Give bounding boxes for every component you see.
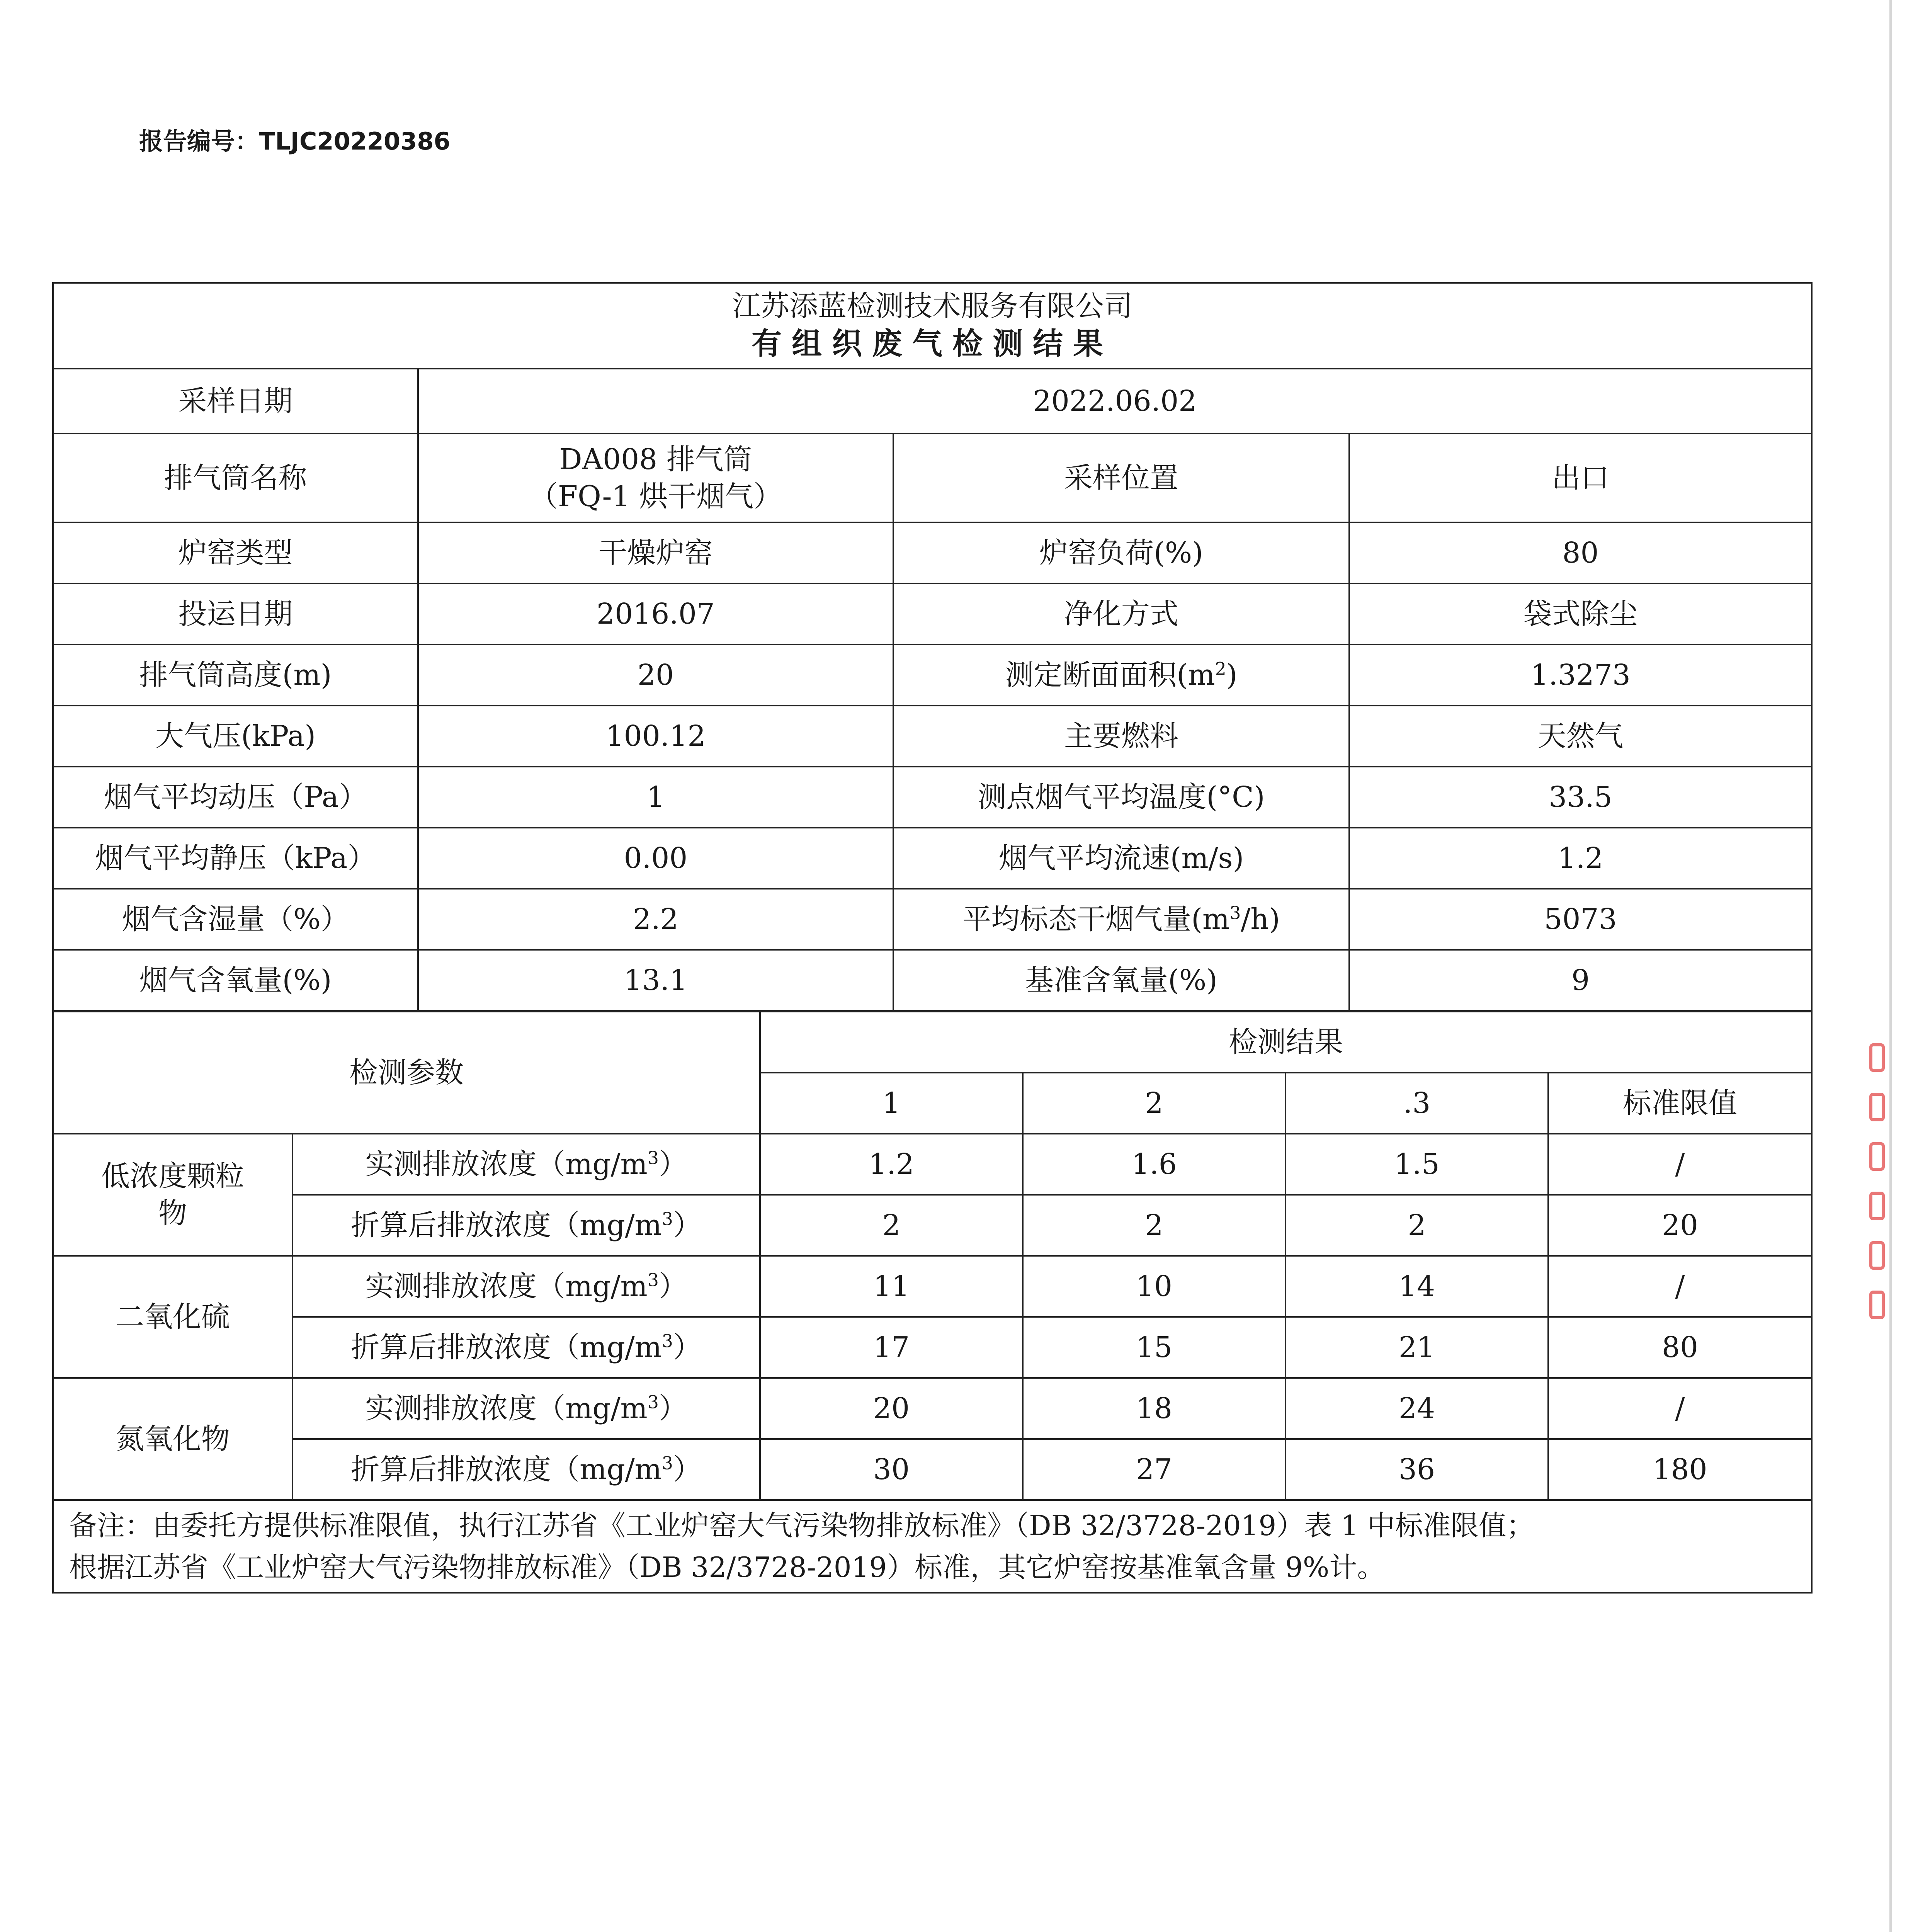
unit-sup: 3	[647, 1147, 659, 1168]
stack-height-value: 20	[418, 645, 893, 706]
label-close: ）	[673, 1208, 702, 1242]
pollutant-name-line1: 低浓度颗粒	[101, 1159, 244, 1193]
kiln-load-value: 80	[1349, 522, 1812, 583]
result-cell: 14	[1285, 1256, 1548, 1317]
report-title: 有组织废气检测结果	[751, 327, 1113, 362]
section-area-label	[893, 645, 1349, 706]
result-cell: 24	[1285, 1378, 1548, 1439]
table-row	[53, 1439, 1812, 1500]
dynamic-pressure-value: 1	[418, 767, 893, 828]
moisture-label: 烟气含湿量（%）	[53, 889, 418, 950]
dry-flow-label-end: /h)	[1241, 902, 1280, 936]
result-cell: 30	[760, 1439, 1023, 1500]
seal-fragment	[1869, 1291, 1885, 1319]
unit-sup: 3	[661, 1208, 673, 1230]
label-text: 实测排放浓度（mg/m	[365, 1391, 648, 1425]
stack-name-value	[418, 434, 893, 522]
kiln-type-label: 炉窑类型	[53, 522, 418, 583]
atm-pressure-label: 大气压(kPa)	[53, 706, 418, 767]
result-cell: 10	[1023, 1256, 1285, 1317]
table-row	[53, 1256, 1812, 1317]
remarks-note	[53, 1500, 1812, 1593]
limit-header: 标准限值	[1548, 1073, 1812, 1134]
gas-temp-label: 测点烟气平均温度(°C)	[893, 767, 1349, 828]
section-area-label-text: 测定断面面积(m	[1005, 658, 1215, 692]
flow-velocity-value: 1.2	[1349, 828, 1812, 889]
label-text: 折算后排放浓度（mg/m	[351, 1330, 662, 1364]
emission-results-table	[52, 1011, 1813, 1594]
flue-gas-info-table	[52, 282, 1813, 1012]
commission-date-value: 2016.07	[418, 583, 893, 645]
section-area-value: 1.3273	[1349, 645, 1812, 706]
col-2-header: 2	[1023, 1073, 1285, 1134]
stack-name-label: 排气筒名称	[53, 434, 418, 522]
label-close: ）	[658, 1269, 687, 1303]
kiln-load-label: 炉窑负荷(%)	[893, 522, 1349, 583]
measured-label	[292, 1256, 760, 1317]
static-pressure-value: 0.00	[418, 828, 893, 889]
section-area-label-end: )	[1226, 658, 1238, 692]
pollutant-name-line1: 氮氧化物	[116, 1422, 230, 1456]
purification-value: 袋式除尘	[1349, 583, 1812, 645]
seal-fragment	[1869, 1093, 1885, 1121]
result-cell: 15	[1023, 1317, 1285, 1378]
stack-name-line2: （FQ-1 烘干烟气）	[529, 480, 782, 513]
result-cell: 18	[1023, 1378, 1285, 1439]
unit-sup: 3	[647, 1269, 659, 1291]
report-number: 报告编号：TLJC20220386	[139, 127, 451, 155]
limit-cell: /	[1548, 1256, 1812, 1317]
unit-sup: 3	[661, 1330, 673, 1352]
kiln-type-value: 干燥炉窑	[418, 522, 893, 583]
label-text: 实测排放浓度（mg/m	[365, 1269, 648, 1303]
param-header: 检测参数	[53, 1012, 760, 1134]
result-cell: 21	[1285, 1317, 1548, 1378]
result-cell: 17	[760, 1317, 1023, 1378]
fuel-label: 主要燃料	[893, 706, 1349, 767]
pollutant-name-line2: 物	[158, 1197, 187, 1230]
purification-label: 净化方式	[893, 583, 1349, 645]
stack-height-label: 排气筒高度(m)	[53, 645, 418, 706]
table-row	[53, 1195, 1812, 1256]
converted-label	[292, 1439, 760, 1500]
section-area-unit-sup: 2	[1215, 658, 1226, 679]
result-cell: 2	[1023, 1195, 1285, 1256]
label-close: ）	[673, 1452, 702, 1486]
result-cell: 2	[760, 1195, 1023, 1256]
pollutant-name	[53, 1256, 292, 1378]
table-row	[53, 1134, 1812, 1195]
limit-cell: 180	[1548, 1439, 1812, 1500]
label-close: ）	[673, 1330, 702, 1364]
limit-cell: /	[1548, 1134, 1812, 1195]
atm-pressure-value: 100.12	[418, 706, 893, 767]
label-close: ）	[658, 1147, 687, 1181]
dry-flow-label	[893, 889, 1349, 950]
flow-velocity-label: 烟气平均流速(m/s)	[893, 828, 1349, 889]
converted-label	[292, 1195, 760, 1256]
table-title-cell	[53, 283, 1812, 369]
base-oxygen-value: 9	[1349, 950, 1812, 1011]
seal-fragment	[1869, 1142, 1885, 1171]
result-cell: 36	[1285, 1439, 1548, 1500]
base-oxygen-label: 基准含氧量(%)	[893, 950, 1349, 1011]
result-cell: 11	[760, 1256, 1023, 1317]
measured-label	[292, 1378, 760, 1439]
result-cell: 20	[760, 1378, 1023, 1439]
result-header: 检测结果	[760, 1012, 1812, 1073]
result-cell: 2	[1285, 1195, 1548, 1256]
limit-cell: 20	[1548, 1195, 1812, 1256]
dynamic-pressure-label: 烟气平均动压（Pa）	[53, 767, 418, 828]
oxygen-value: 13.1	[418, 950, 893, 1011]
table-row	[53, 1378, 1812, 1439]
dry-flow-value: 5073	[1349, 889, 1812, 950]
pollutant-name	[53, 1378, 292, 1500]
sampling-position-value: 出口	[1349, 434, 1812, 522]
remarks-line2: 根据江苏省《工业炉窑大气污染物排放标准》（DB 32/3728-2019）标准，其它炉窑按基准氧含量 9%计。	[69, 1551, 1385, 1583]
col-1-header: 1	[760, 1073, 1023, 1134]
sampling-position-label: 采样位置	[893, 434, 1349, 522]
sampling-date-label: 采样日期	[53, 369, 418, 434]
fuel-value: 天然气	[1349, 706, 1812, 767]
table-row	[53, 1317, 1812, 1378]
label-text: 折算后排放浓度（mg/m	[351, 1208, 662, 1242]
scan-edge-line	[1889, 0, 1892, 1932]
dry-flow-unit-sup: 3	[1229, 902, 1241, 923]
moisture-value: 2.2	[418, 889, 893, 950]
converted-label	[292, 1317, 760, 1378]
dry-flow-label-text: 平均标态干烟气量(m	[962, 902, 1230, 936]
static-pressure-label: 烟气平均静压（kPa）	[53, 828, 418, 889]
oxygen-label: 烟气含氧量(%)	[53, 950, 418, 1011]
result-cell: 1.2	[760, 1134, 1023, 1195]
unit-sup: 3	[647, 1391, 659, 1413]
measured-label	[292, 1134, 760, 1195]
limit-cell: 80	[1548, 1317, 1812, 1378]
seal-fragment	[1869, 1192, 1885, 1220]
label-text: 折算后排放浓度（mg/m	[351, 1452, 662, 1486]
seal-stamp-edge	[1869, 1043, 1887, 1391]
label-text: 实测排放浓度（mg/m	[365, 1147, 648, 1181]
result-cell: 27	[1023, 1439, 1285, 1500]
unit-sup: 3	[661, 1452, 673, 1474]
pollutant-name	[53, 1134, 292, 1256]
seal-fragment	[1869, 1043, 1885, 1072]
result-cell: 1.6	[1023, 1134, 1285, 1195]
seal-fragment	[1869, 1241, 1885, 1270]
pollutant-name-line1: 二氧化硫	[116, 1300, 230, 1333]
remarks-line1: 备注：由委托方提供标准限值，执行江苏省《工业炉窑大气污染物排放标准》（DB 32/3728-2019）表 1 中标准限值；	[69, 1509, 1534, 1542]
label-close: ）	[658, 1391, 687, 1425]
col-3-header: .3	[1285, 1073, 1548, 1134]
result-cell: 1.5	[1285, 1134, 1548, 1195]
commission-date-label: 投运日期	[53, 583, 418, 645]
stack-name-line1: DA008 排气筒	[559, 442, 752, 476]
company-name: 江苏添蓝检测技术服务有限公司	[732, 289, 1132, 323]
gas-temp-value: 33.5	[1349, 767, 1812, 828]
sampling-date-value: 2022.06.02	[418, 369, 1812, 434]
limit-cell: /	[1548, 1378, 1812, 1439]
